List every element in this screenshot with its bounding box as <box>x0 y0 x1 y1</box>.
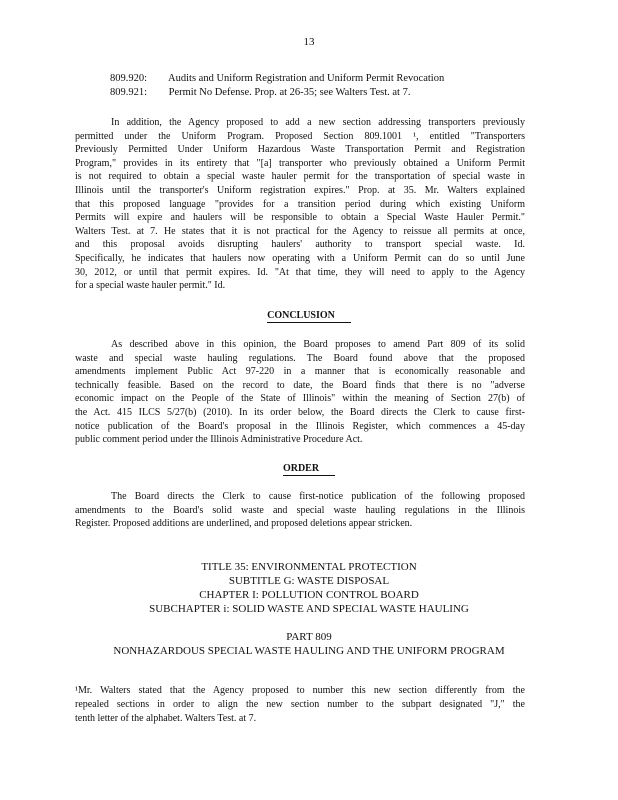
subtitle-line: SUBTITLE G: WASTE DISPOSAL <box>228 575 390 587</box>
text-line: technically feasible. Based on the record to date, the Board finds that there is no "adverse <box>75 379 525 391</box>
text-line: Program," provides in its entirety that "[a] transporter who previously obtained a Uniform Permit <box>75 157 525 169</box>
footnote-line: tenth letter of the alphabet. Walters Test. at 7. <box>75 713 257 724</box>
regulation-title-block <box>0 560 618 658</box>
heading-text: ORDER <box>283 463 335 476</box>
text-line: Specifically, he indicates that haulers now operating with a Uniform Permit can do so until June <box>75 252 525 264</box>
text-line: Previously Permitted Under Uniform Hazardous Waste Transportation Permit and Registration <box>75 144 525 156</box>
title-line: TITLE 35: ENVIRONMENTAL PROTECTION <box>201 561 417 573</box>
part-title-line: NONHAZARDOUS SPECIAL WASTE HAULING AND THE UNIFORM PROGRAM <box>113 645 505 657</box>
text-line: the Act. 415 ILCS 5/27(b) (2010). In its order below, the Board directs the Clerk to cause first- <box>75 406 525 418</box>
section-list <box>110 72 444 100</box>
transporter-paragraph <box>75 116 525 293</box>
section-code: 809.920: <box>110 73 148 84</box>
text-line: for a special waste hauler permit." Id. <box>75 280 226 292</box>
text-line: 30, 2012, or until that permit expires. Id. "At that time, they will need to apply to the Agency <box>75 266 525 278</box>
text-line: amendments to the Board's solid waste and special waste hauling regulations in the Illinois <box>75 504 525 516</box>
text-line: The Board directs the Clerk to cause first-notice publication of the following proposed <box>111 491 525 502</box>
text-line: As described above in this opinion, the Board proposes to amend Part 809 of its solid <box>111 339 525 350</box>
section-entry <box>110 86 444 100</box>
chapter-line: CHAPTER I: POLLUTION CONTROL BOARD <box>199 589 419 601</box>
text-line: that this proposed language "provides for a transition period during which existing Uniform <box>75 198 525 210</box>
text-line: economic impact on the People of the State of Illinois" within the meaning of Section 27(b) of <box>75 393 525 405</box>
conclusion-heading <box>0 310 618 321</box>
subchapter-line: SUBCHAPTER i: SOLID WASTE AND SPECIAL WASTE HAULING <box>149 603 469 615</box>
order-paragraph <box>75 490 525 531</box>
heading-text: CONCLUSION <box>267 310 351 323</box>
text-line: Walters Test. at 7. He states that it is not practical for the Agency to reissue all permits at once, <box>75 225 525 237</box>
text-line: Register. Proposed additions are underlined, and proposed deletions appear stricken. <box>75 518 413 530</box>
text-line: Illinois until the transporter's Uniform registration expires." Prop. at 35. Mr. Walters explained <box>75 184 525 196</box>
text-line: public comment period under the Illinois Administrative Procedure Act. <box>75 434 363 446</box>
part-line: PART 809 <box>286 631 332 643</box>
text-line: is not required to obtain a special waste hauler permit for the transportation of special waste in <box>75 171 525 183</box>
section-code: 809.921: <box>110 87 148 98</box>
section-entry <box>110 72 444 86</box>
text-line: notice publication of the Board's proposal in the Illinois Register, which commences a 45-day <box>75 420 525 432</box>
section-title: Permit No Defense. Prop. at 26-35; see Walters Test. at 7. <box>168 87 411 98</box>
text-line: and this proposal avoids disrupting haulers' authority to transport special waste. Id. <box>75 239 525 251</box>
section-title: Audits and Uniform Registration and Uniform Permit Revocation <box>168 73 445 84</box>
order-heading <box>0 463 618 474</box>
text-line: amendments implement Public Act 97-220 in a manner that is economically reasonable and <box>75 366 525 378</box>
text-line: In addition, the Agency proposed to add a new section addressing transporters previously <box>111 117 525 128</box>
footnote-line: ¹Mr. Walters stated that the Agency proposed to number this new section differently from the <box>75 685 525 696</box>
conclusion-paragraph <box>75 338 525 447</box>
text-line: Permits will expire and haulers will be responsible to obtain a Special Waste Hauler Permit." <box>75 212 525 224</box>
page-number: 13 <box>303 36 315 48</box>
text-line: waste and special waste hauling regulations. The Board found above that the proposed <box>75 352 525 364</box>
footnote <box>75 684 525 726</box>
text-line: permitted under the Uniform Program. Proposed Section 809.1001 ¹, entitled "Transporters <box>75 130 525 142</box>
footnote-line: repealed sections in order to align the new section number to the subpart designated "J," the <box>75 699 525 710</box>
